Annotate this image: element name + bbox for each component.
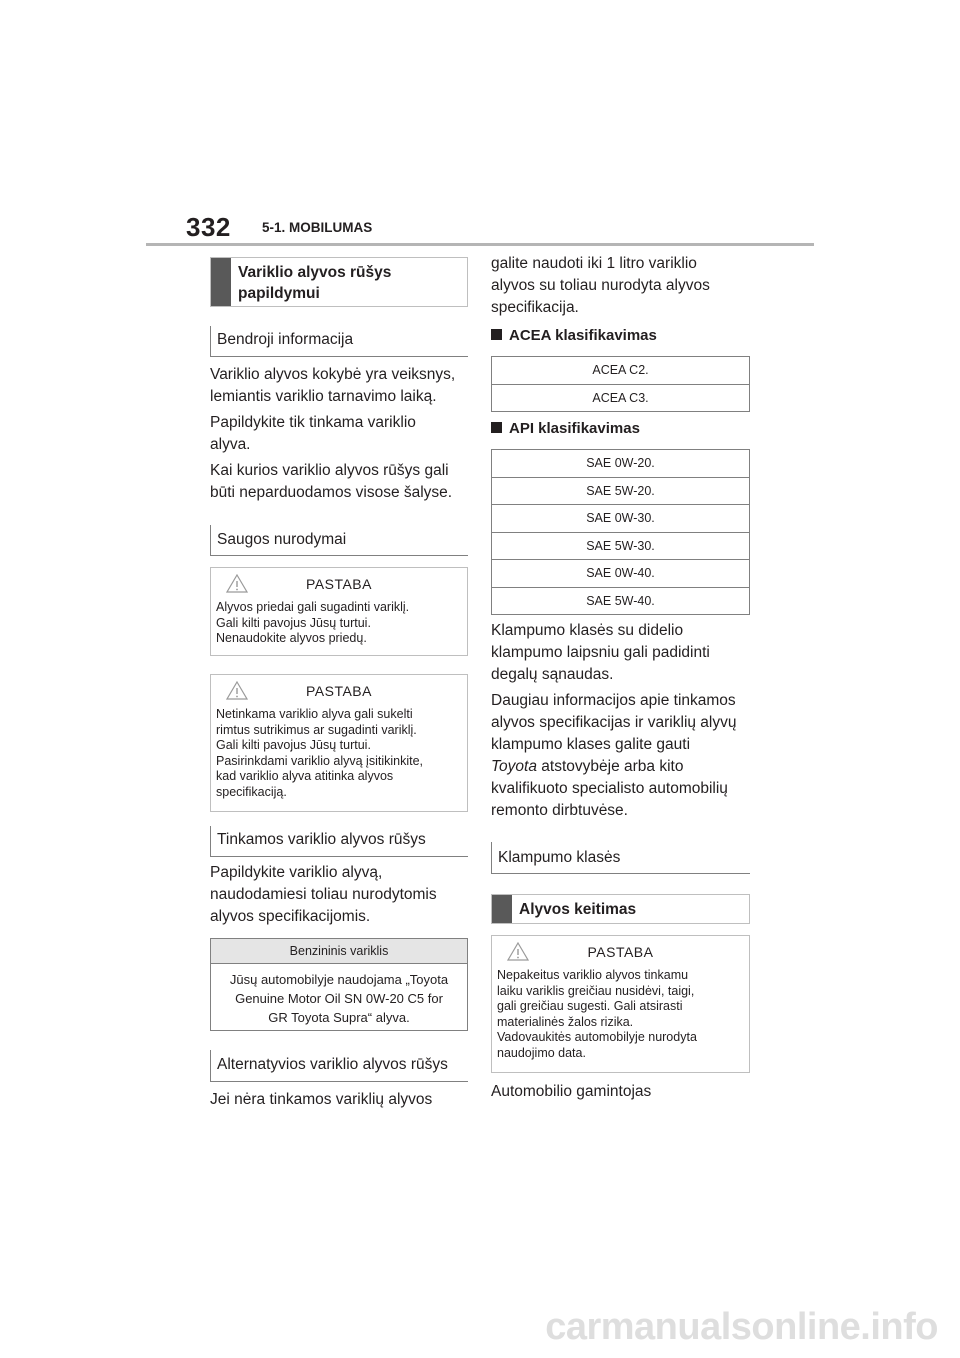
note-label: PASTABA: [587, 944, 654, 960]
table-cell: ACEA C3.: [492, 384, 750, 412]
table-cell-line: Genuine Motor Oil SN 0W-20 C5 for: [235, 991, 443, 1006]
text-line: Papildykite tik tinkama variklio: [210, 414, 416, 431]
subheading-viscosity-classes: [491, 842, 750, 874]
page-number: 332: [186, 212, 231, 242]
intro-paragraph: [491, 253, 753, 319]
note-line: kad variklio alyva atitinka alyvos: [216, 769, 394, 783]
note-line: naudojimo data.: [497, 1045, 586, 1060]
api-table: [491, 449, 750, 615]
acea-heading: [491, 327, 657, 344]
text-line: Papildykite variklio alyvą,: [210, 864, 383, 881]
table-cell: SAE 5W-40.: [492, 587, 750, 615]
table-row: [492, 450, 750, 478]
text-line: būti neparduodamos visose šalyse.: [210, 484, 453, 501]
note-label: PASTABA: [305, 683, 372, 699]
bullet-square-icon: [491, 422, 502, 433]
text-line: Variklio alyvos kokybė yra veiksnys,: [210, 366, 456, 383]
subheading-safety: [210, 525, 468, 556]
text-line: Jei nėra tinkamos variklių alyvos: [210, 1091, 433, 1108]
section-heading-oil-types: [210, 257, 468, 307]
subheading-suitable-oils: [210, 826, 468, 857]
text-line: Daugiau informacijos apie tinkamos: [491, 692, 736, 709]
subheading-text: Klampumo klasės: [498, 849, 621, 866]
section-heading-text: Variklio alyvos rūšys papildymui: [238, 264, 392, 302]
api-heading: [491, 420, 640, 437]
text-line: Klampumo klasės su didelio: [491, 622, 684, 639]
table-cell-line: Jūsų automobilyje naudojama „Toyota: [229, 972, 449, 987]
api-heading-text: API klasifikavimas: [509, 420, 640, 437]
note-line: rimtus sutrikimus ar sugadinti variklį.: [216, 722, 417, 737]
note-box-wrong-oil: [210, 674, 468, 812]
table-row: [492, 560, 750, 588]
note-line: Vadovaukitės automobilyje nurodyta: [497, 1030, 697, 1044]
gasoline-engine-table: [210, 938, 468, 1031]
table-cell: SAE 0W-20.: [586, 456, 655, 471]
chapter-title: 5-1. MOBILUMAS: [262, 220, 373, 235]
section-heading-oil-change: [491, 894, 750, 924]
text-line: Automobilio gamintojas: [491, 1083, 652, 1100]
note-line: Alyvos priedai gali sugadinti variklį.: [216, 600, 410, 614]
text-line: galite naudoti iki 1 litro variklio: [491, 255, 697, 272]
table-row: [492, 477, 750, 505]
note-line: materialinės žalos rizika.: [497, 1014, 634, 1029]
acea-table: [491, 356, 750, 412]
acea-heading-text: ACEA klasifikavimas: [509, 327, 657, 344]
subheading-alternative-oils: [210, 1050, 468, 1082]
table-cell: [211, 964, 467, 1033]
section-heading-text: Alyvos keitimas: [519, 901, 637, 918]
note-line: gali greičiau sugesti. Gali atsirasti: [497, 999, 683, 1013]
section-heading-bar: [211, 258, 231, 306]
note-box-additives: [210, 567, 468, 656]
general-info-paragraph: [210, 364, 472, 504]
note-body: [497, 968, 745, 1061]
note-line: laiku variklis greičiau nusidėvi, taigi,: [497, 983, 695, 998]
note-line: Nepakeitus variklio alyvos tinkamu: [497, 968, 689, 982]
text-line: Kai kurios variklio alyvos rūšys gali: [210, 462, 449, 479]
table-row: [492, 532, 750, 560]
viscosity-paragraph: [491, 620, 753, 822]
text-line: kvalifikuoto specialisto automobilių: [491, 780, 728, 797]
text-line: [491, 756, 753, 778]
note-line: Nenaudokite alyvos priedų.: [216, 631, 367, 645]
text-line: lemiantis variklio tarnavimo laiką.: [210, 388, 437, 405]
table-row: [492, 587, 750, 615]
note-body: [216, 600, 463, 647]
text-line: degalų sąnaudas.: [491, 666, 614, 683]
note-body: [216, 707, 463, 800]
note-line: specifikaciją.: [216, 784, 287, 799]
text-line: alyva.: [210, 436, 251, 453]
text-line: specifikacija.: [491, 299, 579, 316]
note-line: Netinkama variklio alyva gali sukelti: [216, 707, 413, 721]
subheading-general-info: [210, 326, 468, 357]
subheading-text: Tinkamos variklio alyvos rūšys: [217, 831, 426, 848]
note-line: Gali kilti pavojus Jūsų turtui.: [216, 738, 371, 752]
section-heading-bar: [492, 895, 512, 923]
text-line: alyvos specifikacijas ir variklių alyvų: [491, 714, 737, 731]
manufacturer-paragraph: [491, 1081, 753, 1103]
table-cell: ACEA C2.: [592, 363, 649, 378]
table-row: [492, 505, 750, 533]
note-line: Gali kilti pavojus Jūsų turtui.: [216, 615, 371, 630]
table-cell: SAE 0W-30.: [492, 505, 750, 533]
table-row: [492, 357, 750, 385]
subheading-text: Bendroji informacija: [217, 331, 354, 348]
text-line: alyvos specifikacijomis.: [210, 908, 371, 925]
note-line: Pasirinkdami variklio alyvą įsitikinkite,: [216, 753, 424, 768]
text-fragment: atstovybėje arba kito: [536, 758, 684, 775]
note-label: PASTABA: [305, 576, 372, 592]
header-divider: [146, 243, 814, 246]
table-cell: SAE 0W-40.: [492, 560, 750, 588]
note-box-oil-change: [491, 935, 750, 1073]
alternative-oils-paragraph: [210, 1089, 472, 1111]
suitable-oils-paragraph: [210, 862, 472, 928]
text-line: alyvos su toliau nurodyta alyvos: [491, 277, 710, 294]
subheading-text: Alternatyvios variklio alyvos rūšys: [217, 1056, 448, 1073]
table-header: Benzininis variklis: [211, 939, 467, 964]
text-line: klampumo klases galite gauti: [491, 736, 691, 753]
text-line: remonto dirbtuvėse.: [491, 802, 628, 819]
subheading-text: Saugos nurodymai: [217, 531, 347, 548]
watermark-text: carmanualsonline.info: [545, 1306, 938, 1348]
table-cell: SAE 5W-20.: [492, 477, 750, 505]
watermark-container: [0, 1300, 960, 1358]
table-cell: SAE 5W-30.: [492, 532, 750, 560]
text-line: klampumo laipsniu gali padidinti: [491, 644, 710, 661]
brand-name: Toyota: [491, 758, 537, 775]
table-cell-line: GR Toyota Supra“ alyva.: [268, 1010, 410, 1025]
text-line: naudodamiesi toliau nurodytomis: [210, 886, 437, 903]
table-row: [492, 384, 750, 412]
bullet-square-icon: [491, 329, 502, 340]
